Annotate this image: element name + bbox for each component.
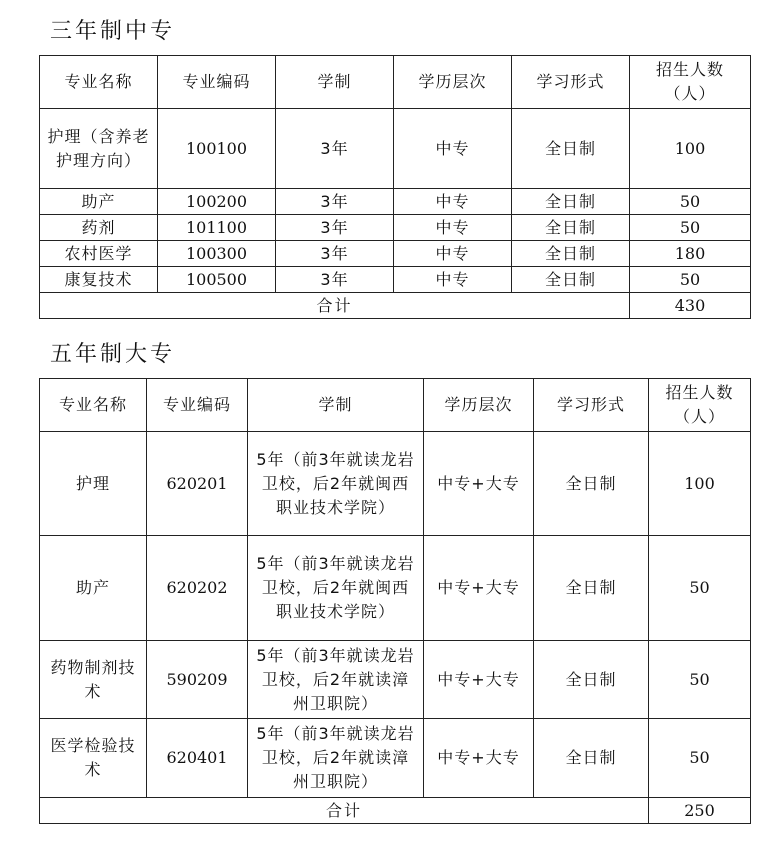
program-name: 康复技术 <box>40 267 158 293</box>
program-name: 助产 <box>40 536 147 641</box>
program-code: 100100 <box>158 109 276 189</box>
program-level: 中专 <box>394 109 512 189</box>
program-name: 药物制剂技术 <box>40 641 147 719</box>
enrollment-count: 50 <box>649 719 751 798</box>
enrollment-count: 180 <box>630 241 751 267</box>
table-header-row <box>40 56 751 109</box>
program-mode: 全日制 <box>534 536 649 641</box>
program-mode: 全日制 <box>534 719 649 798</box>
program-years: 3年 <box>276 241 394 267</box>
program-level: 中专 <box>394 189 512 215</box>
program-level: 中专+大专 <box>424 641 534 719</box>
program-level: 中专+大专 <box>424 719 534 798</box>
header-cell: 专业编码 <box>158 56 276 109</box>
table-row <box>40 432 751 536</box>
header-cell: 专业名称 <box>40 56 158 109</box>
program-level: 中专 <box>394 241 512 267</box>
program-name: 医学检验技术 <box>40 719 147 798</box>
header-cell: 专业编码 <box>147 379 248 432</box>
three-year-program-table <box>39 55 751 319</box>
five-year-program-table <box>39 378 751 824</box>
program-years: 5年（前3年就读龙岩卫校，后2年就闽西职业技术学院） <box>248 536 424 641</box>
program-name: 农村医学 <box>40 241 158 267</box>
program-level: 中专 <box>394 267 512 293</box>
header-cell: 学制 <box>248 379 424 432</box>
program-level: 中专 <box>394 215 512 241</box>
enrollment-count: 50 <box>630 189 751 215</box>
program-code: 620201 <box>147 432 248 536</box>
program-years: 3年 <box>276 215 394 241</box>
section-title-five-year: 五年制大专 <box>50 342 176 367</box>
program-code: 620202 <box>147 536 248 641</box>
program-code: 100300 <box>158 241 276 267</box>
program-years: 3年 <box>276 109 394 189</box>
program-mode: 全日制 <box>512 215 630 241</box>
table-row <box>40 241 751 267</box>
program-name: 护理（含养老护理方向） <box>40 109 158 189</box>
program-name: 助产 <box>40 189 158 215</box>
program-code: 590209 <box>147 641 248 719</box>
header-cell: 招生人数（人） <box>649 379 751 432</box>
program-mode: 全日制 <box>512 109 630 189</box>
enrollment-count: 50 <box>630 267 751 293</box>
program-years: 5年（前3年就读龙岩卫校，后2年就读漳州卫职院） <box>248 719 424 798</box>
program-years: 5年（前3年就读龙岩卫校，后2年就闽西职业技术学院） <box>248 432 424 536</box>
program-code: 101100 <box>158 215 276 241</box>
program-mode: 全日制 <box>534 641 649 719</box>
program-name: 护理 <box>40 432 147 536</box>
total-value: 430 <box>630 293 751 319</box>
table-row <box>40 109 751 189</box>
enrollment-count: 100 <box>649 432 751 536</box>
program-mode: 全日制 <box>512 189 630 215</box>
program-name: 药剂 <box>40 215 158 241</box>
enrollment-count: 50 <box>649 536 751 641</box>
program-code: 100500 <box>158 267 276 293</box>
program-mode: 全日制 <box>512 241 630 267</box>
table-row <box>40 215 751 241</box>
table-row <box>40 267 751 293</box>
header-cell: 学制 <box>276 56 394 109</box>
total-label: 合计 <box>40 798 649 824</box>
program-years: 3年 <box>276 189 394 215</box>
table-row <box>40 719 751 798</box>
total-row <box>40 798 751 824</box>
header-cell: 学历层次 <box>424 379 534 432</box>
program-code: 100200 <box>158 189 276 215</box>
program-level: 中专+大专 <box>424 536 534 641</box>
program-level: 中专+大专 <box>424 432 534 536</box>
program-mode: 全日制 <box>534 432 649 536</box>
program-years: 3年 <box>276 267 394 293</box>
program-years: 5年（前3年就读龙岩卫校，后2年就读漳州卫职院） <box>248 641 424 719</box>
program-code: 620401 <box>147 719 248 798</box>
enrollment-count: 50 <box>649 641 751 719</box>
section-title-three-year: 三年制中专 <box>50 19 176 44</box>
enrollment-count: 50 <box>630 215 751 241</box>
table-header-row <box>40 379 751 432</box>
header-cell: 学习形式 <box>534 379 649 432</box>
header-cell: 专业名称 <box>40 379 147 432</box>
total-label: 合计 <box>40 293 630 319</box>
header-cell: 学历层次 <box>394 56 512 109</box>
enrollment-count: 100 <box>630 109 751 189</box>
header-cell: 学习形式 <box>512 56 630 109</box>
program-mode: 全日制 <box>512 267 630 293</box>
header-cell: 招生人数（人） <box>630 56 751 109</box>
table-row <box>40 641 751 719</box>
total-value: 250 <box>649 798 751 824</box>
table-row <box>40 189 751 215</box>
total-row <box>40 293 751 319</box>
table-row <box>40 536 751 641</box>
